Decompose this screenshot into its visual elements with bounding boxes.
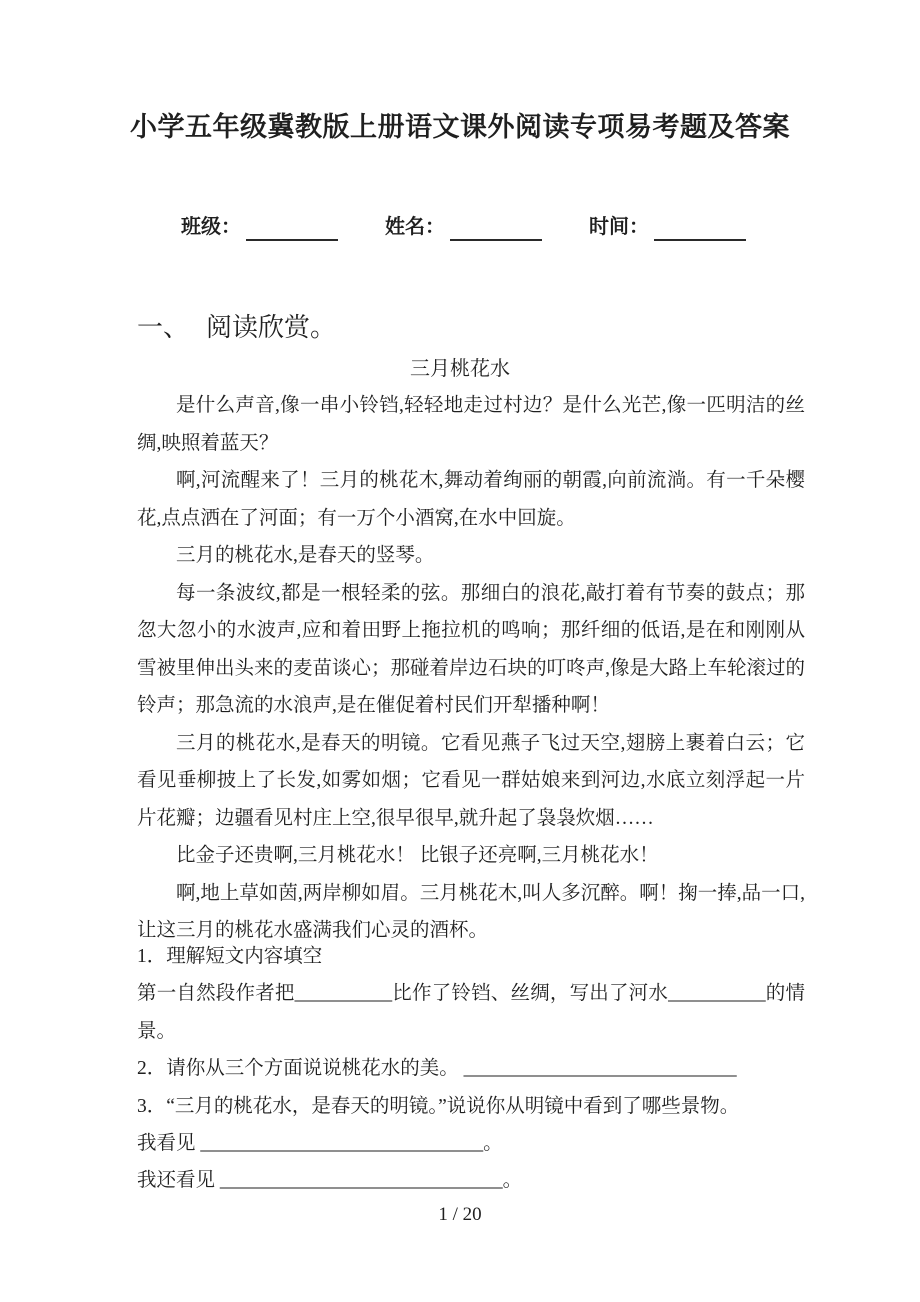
passage-paragraph: 三月的桃花水,是春天的竖琴。 [176, 545, 435, 566]
class-field [181, 212, 338, 241]
time-field [589, 212, 746, 241]
passage-title: 三月桃花水 [410, 358, 510, 380]
name-label: 姓名： [385, 216, 445, 238]
questions-block [137, 938, 805, 1200]
passage-paragraph: 啊,地上草如茵,两岸柳如眉。三月桃花木,叫人多沉醉。啊！掬一捧,品一口,让这三月的桃花水盛满我们心灵的酒杯。 [137, 882, 805, 941]
question-1-heading: 1．理解短文内容填空 [137, 946, 323, 967]
question-3-answer-line-2: 我还看见 _____________________________。 [137, 1170, 523, 1192]
question-2: 2．请你从三个方面说说桃花水的美。 ____________________________ [137, 1058, 737, 1080]
page-number: 1 / 20 [438, 1204, 482, 1225]
passage-body [137, 387, 805, 950]
time-blank-line [654, 212, 746, 241]
passage-paragraph: 是什么声音,像一串小铃铛,轻轻地走过村边？是什么光芒,像一匹明洁的丝绸,映照着蓝天？ [137, 395, 805, 454]
passage-paragraph: 比金子还贵啊,三月桃花水！ 比银子还亮啊,三月桃花水！ [176, 845, 659, 866]
class-label: 班级： [181, 216, 241, 238]
question-3: 3．“三月的桃花水，是春天的明镜。”说说你从明镜中看到了哪些景物。 [137, 1095, 740, 1117]
passage-paragraph: 三月的桃花水,是春天的明镜。它看见燕子飞过天空,翅膀上裹着白云；它看见垂柳披上了长发,如雾如烟；它看见一群姑娘来到河边,水底立刻浮起一片片花瓣；边疆看见村庄上空,很早很早,就升起了袅袅炊烟…… [137, 732, 805, 829]
passage-paragraph: 啊,河流醒来了！三月的桃花木,舞动着绚丽的朝霞,向前流淌。有一千朵樱花,点点洒在了河面；有一万个小酒窝,在水中回旋。 [137, 470, 805, 529]
class-blank-line [246, 212, 338, 241]
question-3-answer-line-1: 我看见 _____________________________。 [137, 1133, 503, 1155]
name-field [385, 212, 542, 241]
section-number: 一、 [137, 313, 190, 342]
question-1-fill-blank: 第一自然段作者把__________比作了铃铛、丝绸，写出了河水__________的情景。 [137, 983, 805, 1042]
section-heading [137, 311, 336, 345]
passage-paragraph: 每一条波纹,都是一根轻柔的弦。那细白的浪花,敲打着有节奏的鼓点；那忽大忽小的水波声,应和着田野上拖拉机的鸣响；那纤细的低语,是在和刚刚从雪被里伸出头来的麦苗谈心；那碰着岸边石块的叮咚声,像是大路上车轮滚过的铃声；那急流的水浪声,是在催促着村民们开犁播种啊！ [137, 582, 805, 716]
student-info-row [181, 212, 746, 241]
name-blank-line [450, 212, 542, 241]
time-label: 时间： [589, 216, 649, 238]
document-title: 小学五年级冀教版上册语文课外阅读专项易考题及答案 [130, 112, 790, 142]
section-title: 阅读欣赏。 [206, 313, 337, 342]
